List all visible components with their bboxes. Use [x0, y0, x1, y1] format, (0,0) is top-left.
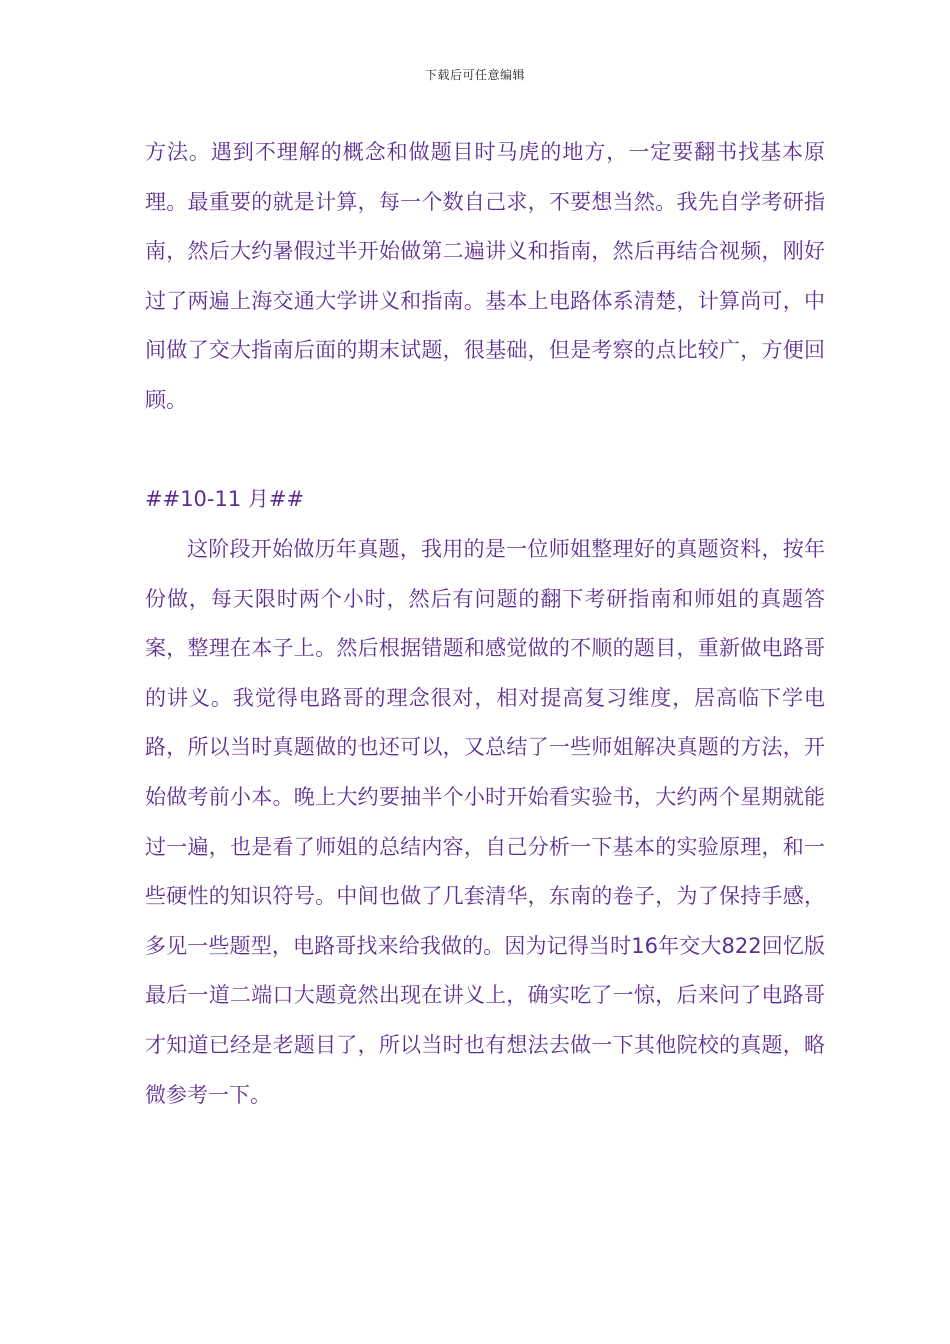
paragraph-1-text: 方法。遇到不理解的概念和做题目时马虎的地方，一定要翻书找基本原理。最重要的就是计算，每一个数自己求，不要想当然。我先自学考研指南，然后大约暑假过半开始做第二遍讲义和指南，然后再结合视频，刚好过了两遍上海交通大学讲义和指南。基本上电路体系清楚，计算尚可，中间做了交大指南后面的期末试题，很基础，但是考察的点比较广，方便回顾。 — [145, 140, 825, 412]
page-header: 下载后可任意编辑 — [424, 68, 525, 82]
paragraph-1 — [145, 128, 825, 426]
paragraph-2-text: 这阶段开始做历年真题，我用的是一位师姐整理好的真题资料，按年份做，每天限时两个小时，然后有问题的翻下考研指南和师姐的真题答案，整理在本子上。然后根据错题和感觉做的不顺的题目，重新做电路哥的讲义。我觉得电路哥的理念很对，相对提高复习维度，居高临下学电路，所以当时真题做的也还可以，又总结了一些师姐解决真题的方法，开始做考前小本。晚上大约要抽半个小时开始看实验书，大约两个星期就能过一遍，也是看了师姐的总结内容，自己分析一下基本的实验原理，和一些硬性的知识符号。中间也做了几套清华，东南的卷子，为了保持手感，多见一些题型，电路哥找来给我做的。因为记得当时16年交大822回忆版最后一道二端口大题竟然出现在讲义上，确实吃了一惊，后来问了电路哥才知道已经是老题目了，所以当时也有想法去做一下其他院校的真题，略微参考一下。 — [145, 537, 825, 1107]
section-heading: ##10-11 月## — [145, 487, 305, 511]
paragraph-2 — [145, 525, 825, 1120]
